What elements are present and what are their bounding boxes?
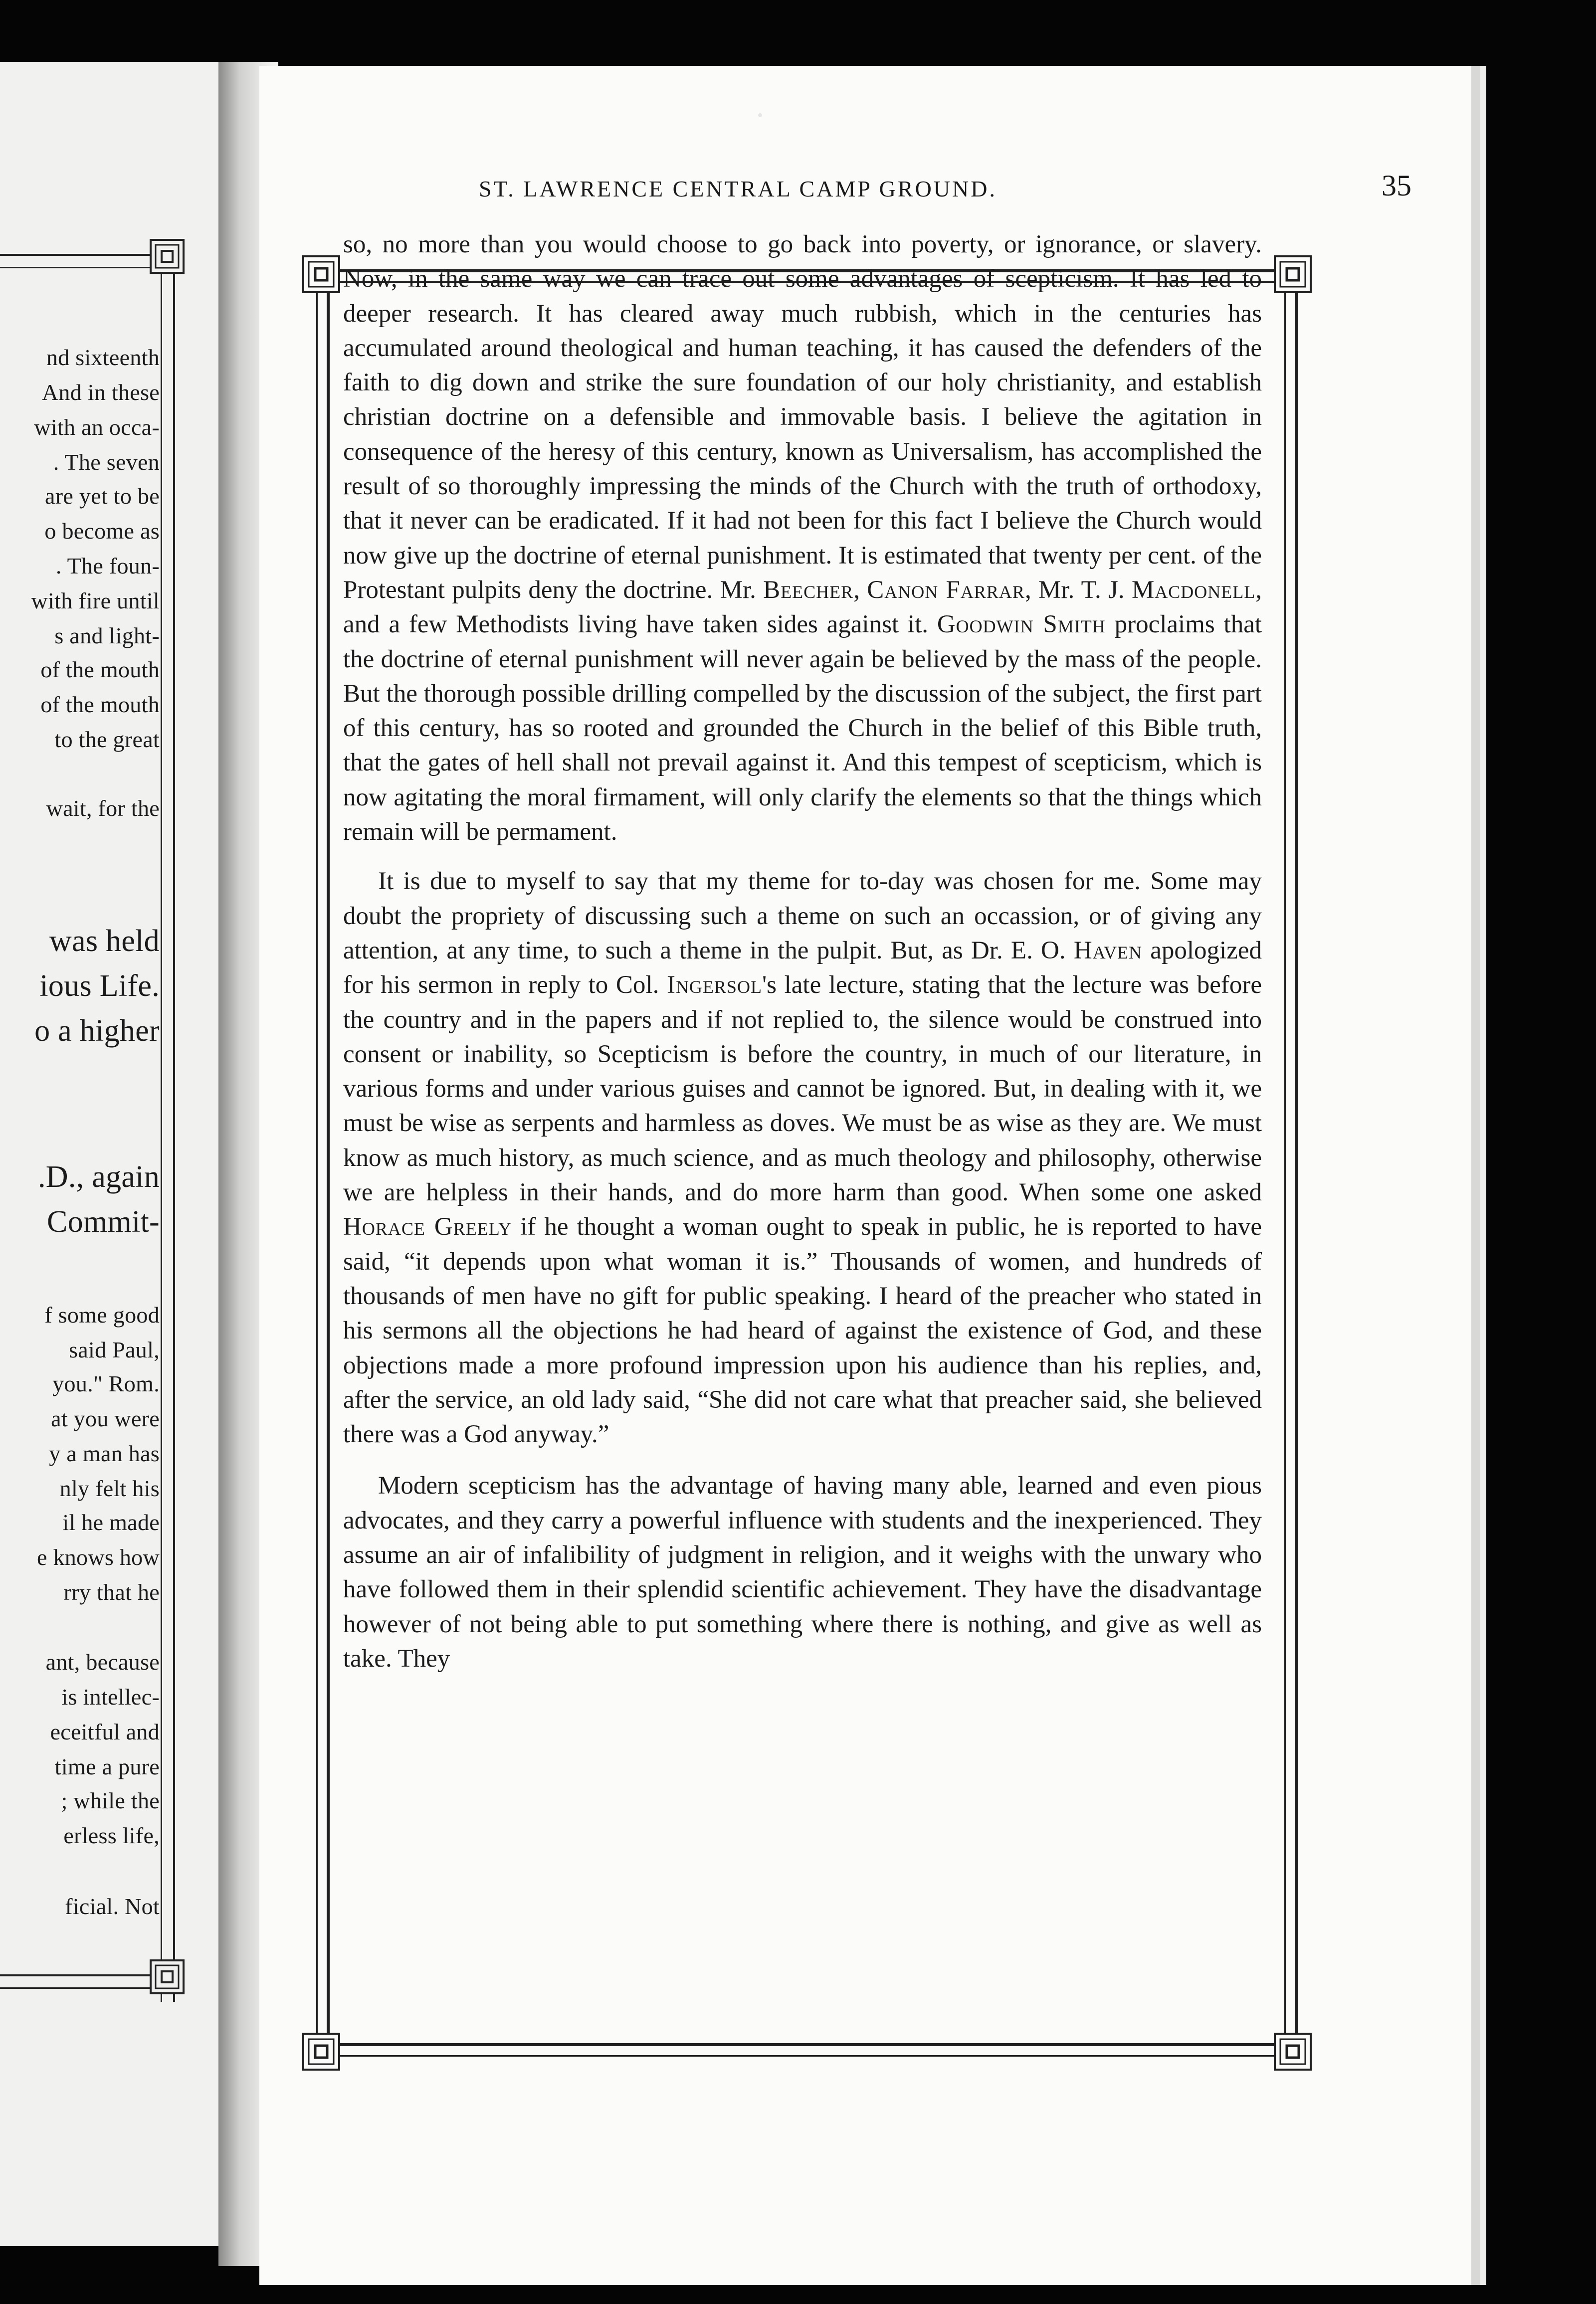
- left-page-line-fragment: Commit-: [46, 1205, 160, 1239]
- left-page-line-fragment: il he made: [62, 1510, 160, 1535]
- left-page-line-fragment: you." Rom.: [52, 1371, 160, 1396]
- corner-ornament-top-right: [1274, 255, 1312, 293]
- left-page-line-fragment: rry that he: [63, 1579, 160, 1605]
- paper-speck: [758, 113, 762, 117]
- corner-ornament-bottom-left: [302, 2033, 340, 2071]
- left-page-line-fragment: . The foun-: [55, 553, 160, 578]
- left-page-line-fragment: was held: [49, 924, 160, 958]
- paragraph-3: Modern scepticism has the advantage of having many able, learned and even pious advocates, and they carry a powerful influence with students and the inexperienced. They assume an air of infalibility of judgment in religion, and it weighs with the unwary who have followed them in their splendid scientific achievement. They have the disadvantage however of not being able to put something where there is nothing, and give as well as take. They: [343, 1472, 1262, 1673]
- left-page-line-fragment: to the great: [54, 727, 160, 752]
- paragraph-1: [343, 227, 1262, 849]
- left-page-line-fragment: time a pure: [54, 1754, 160, 1779]
- left-page-line-fragment: o a higher: [34, 1014, 160, 1048]
- left-page-line-fragment: And in these: [41, 380, 160, 405]
- left-page-line-fragment: e knows how: [36, 1544, 160, 1570]
- name-macdonell: Macdonell: [1131, 576, 1256, 604]
- corner-ornament-top-left: [302, 255, 340, 293]
- border-rule-right: [1284, 270, 1298, 2056]
- left-page-line-fragment: nly felt his: [59, 1476, 160, 1501]
- left-page-frame-bottom: [0, 1974, 175, 1989]
- name-canon-farrar: Canon Farrar: [867, 576, 1025, 604]
- name-goodwin-smith: Goodwin Smith: [937, 610, 1106, 639]
- border-rule-left: [316, 270, 330, 2056]
- paragraph-1-text: , and a few Methodists living have taken sides against it.: [343, 576, 1262, 639]
- left-page-line-fragment: of the mouth: [40, 657, 160, 682]
- left-page-line-fragment: o become as: [44, 518, 160, 544]
- left-page-line-fragment: .D., again: [37, 1160, 160, 1194]
- left-page-line-fragment: are yet to be: [45, 483, 160, 509]
- running-head: ST. LAWRENCE CENTRAL CAMP GROUND.: [479, 176, 997, 201]
- left-page-line-fragment: nd sixteenth: [46, 345, 160, 370]
- left-page-line-fragment: ant, because: [45, 1649, 160, 1675]
- left-page-frame-right: [161, 271, 175, 2002]
- left-page-line-fragment: eceitful and: [50, 1719, 160, 1744]
- border-rule-bottom: [317, 2043, 1297, 2057]
- left-page-line-fragment: erless life,: [63, 1823, 160, 1848]
- left-page-line-fragment: said Paul,: [69, 1337, 160, 1362]
- paragraph-1-text: so, no more than you would choose to go back into poverty, or ignorance, or slavery. Now, in the same way we can trace out some advantages of scepticism. It has led to deeper research. It has cleared away much rubbish, which in the centuries has accumulated around theological and human teaching, it has caused the defenders of the faith to dig down and strike the sure foundation of our holy christianity, and establish christian doctrine on a defensible and immovable basis. I believe the agitation in consequence of the heresy of this century, known as Universalism, has accomplished the result of so thoroughly impressing the minds of the Church with the truth of orthodoxy, that it never can be eradicated. If it had not been for this fact I believe the Church would now give up the doctrine of eternal punishment. It is estimated that twenty per cent. of the Protestant pulpits deny the doctrine. Mr.: [343, 230, 1262, 604]
- left-page-line-fragment: is intellec-: [61, 1684, 160, 1710]
- paragraph-1-text: , Mr. T. J.: [1024, 576, 1132, 604]
- body-text: [343, 227, 1262, 1676]
- left-page-line-fragment: ; while the: [61, 1788, 160, 1813]
- left-page-line-fragment: . The seven: [53, 449, 160, 475]
- paragraph-1-text: proclaims that the doctrine of eternal punishment will never again be believed by the mass of the people. But the thorough possible drilling compelled by the discussion of the subject, the first part of this century, has so rooted and grounded the Church in the belief of this Bible truth, that the gates of hell shall not prevail against it. And this tempest of scepticism, which is now agitating the moral firmament, will only clarify the elements so that the things which remain will be permament.: [343, 610, 1262, 846]
- page-number: 35: [1382, 169, 1411, 202]
- paragraph-2: [343, 864, 1262, 1452]
- name-horace-greely: Horace Greely: [343, 1213, 512, 1241]
- left-page-line-fragment: ficial. Not: [65, 1894, 160, 1919]
- left-page-line-fragment: y a man has: [49, 1441, 160, 1466]
- paragraph-1-text: ,: [853, 576, 867, 604]
- paragraph-2-text: It is due to myself to say that my theme for to-day was chosen for me. Some may doubt the propriety of discussing such a theme on such an occassion, or of giving any attention, at any time, to such a theme in the pulpit. But, as Dr. E. O.: [343, 867, 1262, 964]
- page-35: [259, 66, 1471, 2285]
- left-page-line-fragment: with an occa-: [34, 414, 160, 440]
- facing-left-page: [0, 62, 218, 2246]
- left-page-line-fragment: ious Life.: [39, 969, 160, 1003]
- left-page-line-fragment: with fire until: [31, 588, 160, 613]
- name-beecher: Beecher: [763, 576, 854, 604]
- page-header: [314, 171, 1411, 210]
- name-ingersol: Ingersol: [666, 971, 762, 999]
- name-haven: Haven: [1073, 936, 1143, 964]
- left-page-line-fragment: wait, for the: [46, 795, 160, 821]
- left-page-corner-ornament-top: [150, 239, 185, 274]
- paragraph-2-text: apologized for his sermon in reply to Col.: [343, 936, 1262, 999]
- left-page-line-fragment: f some good: [44, 1302, 160, 1328]
- left-page-frame-top: [0, 254, 175, 268]
- paragraph-2-text: 's late lecture, stating that the lecture was before the country and in the papers and if not replied to, the silence would be construed into consent or inability, so Scepticism is before the country, in much of our literature, in various forms and under various guises and cannot be ignored. But, in dealing with it, we must be wise as serpents and harmless as doves. We must be as wise as they are. We must know as much history, as much science, and as much theology and philosophy, otherwise we are helpless in their hands, and do more harm than good. When some one asked: [343, 971, 1262, 1207]
- corner-ornament-bottom-right: [1274, 2033, 1312, 2071]
- left-page-corner-ornament-bottom: [150, 1959, 185, 1994]
- paragraph-2-text: if he thought a woman ought to speak in public, he is reported to have said, “it depends upon what woman it is.” Thousands of women, and hundreds of thousands of men have no gift for public speaking. I heard of the preacher who stated in his sermons all the objections he had heard of against the existence of God, and these objections made a more profound impression upon his audience than his replies, and, after the service, an old lady said, “She did not care what that preacher said, she believed there was a God anyway.”: [343, 1213, 1262, 1449]
- left-page-line-fragment: s and light-: [54, 623, 160, 648]
- left-page-line-fragment: at you were: [51, 1406, 160, 1431]
- left-page-line-fragment: of the mouth: [40, 692, 160, 717]
